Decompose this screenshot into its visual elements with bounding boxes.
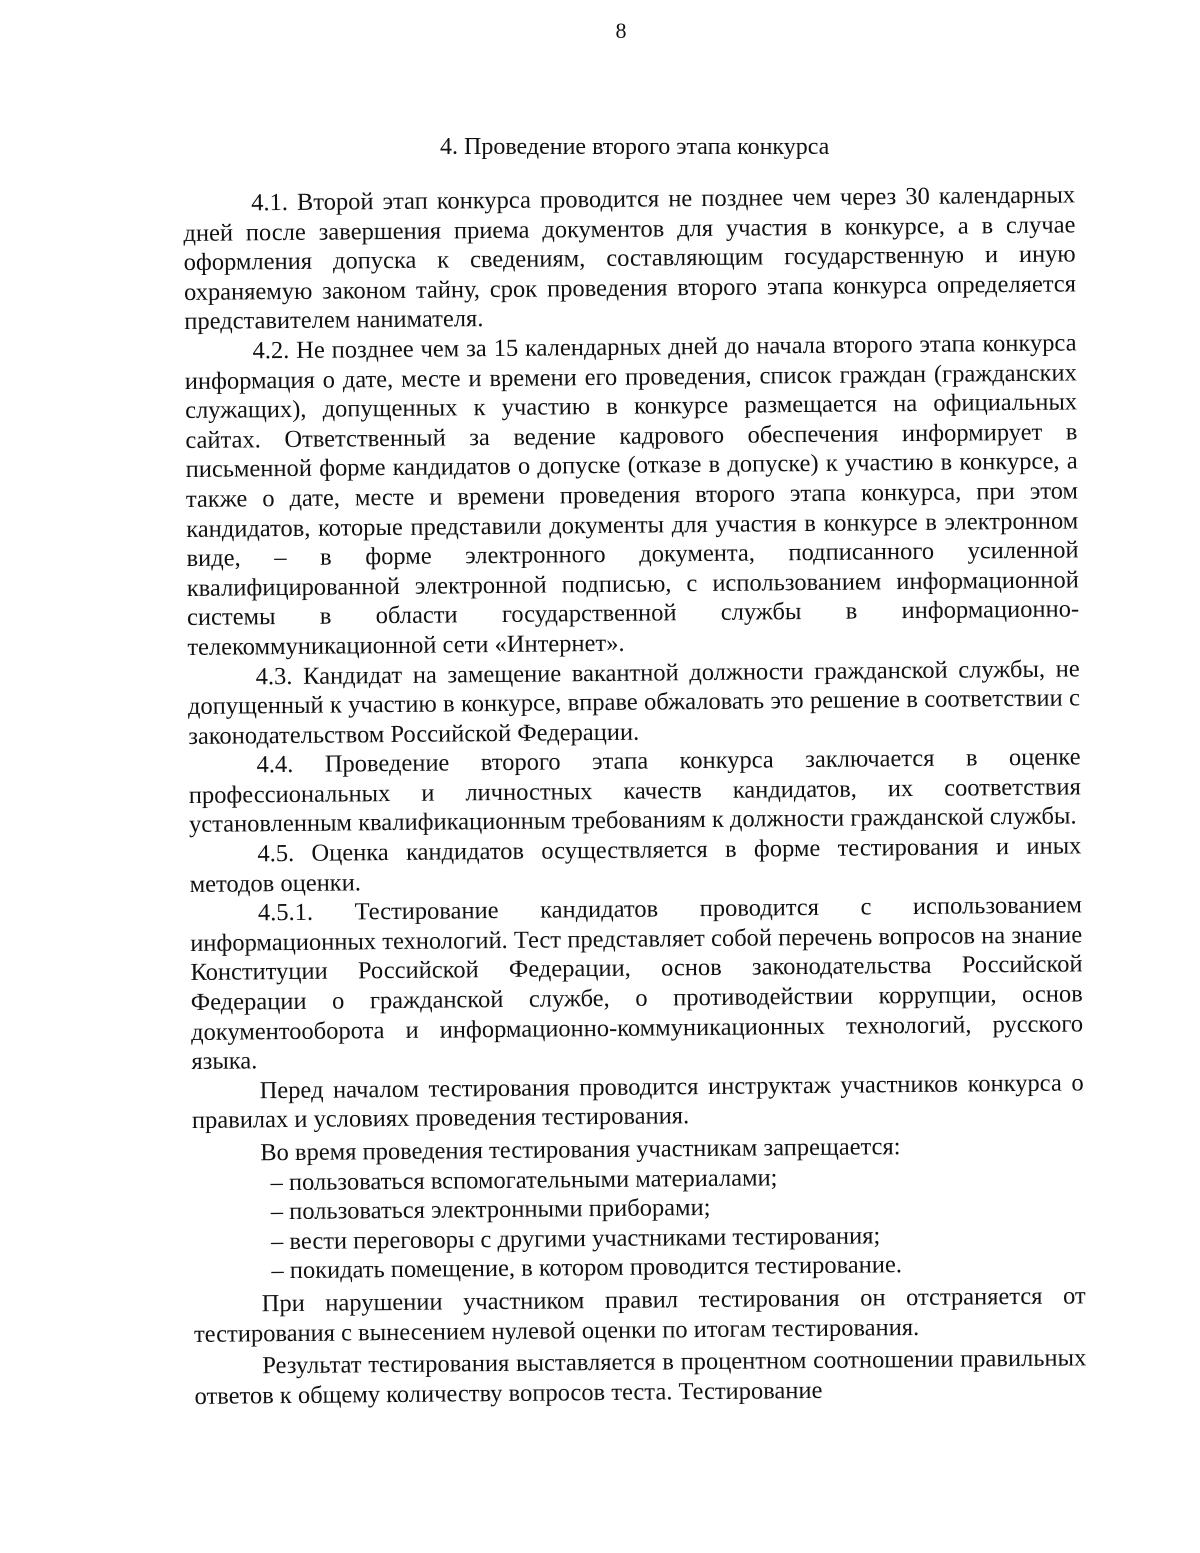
section-heading: 4. Проведение второго этапа конкурса [440,134,830,160]
paragraph-prohibited-intro: Во время проведения тестирования участникам запрещается: [260,1133,901,1167]
list-item: – пользоваться электронными приборами; [270,1194,711,1226]
paragraph-4-4: 4.4. Проведение второго этапа конкурса заключается в оценке профессиональных и личностных качеств кандидатов, их соответствия установленным квалификационным требованиям к должности гражданской службы. [188,743,1081,839]
paragraph-4-5: 4.5. Оценка кандидатов осуществляется в форме тестирования и иных методов оценки. [189,832,1082,898]
paragraph-4-5-1: 4.5.1. Тестирование кандидатов проводится с использованием информационных технологий. Тест представляет собой перечень вопросов на знание Конституции Российской Федерации, основ законодательства Российской Федерации о гражданской службе, о противодействии коррупции, основ документооборота и информационно-коммуникационных технологий, русского языка. [190,891,1084,1076]
section-body [183,180,1087,1411]
list-item: – пользоваться вспомогательными материалами; [270,1163,778,1196]
page-number: 8 [615,18,627,43]
paragraph-violation: При нарушении участником правил тестирования он отстраняется от тестирования с вынесением нулевой оценки по итогам тестирования. [193,1282,1086,1348]
list-item: – покидать помещение, в котором проводится тестирование. [271,1251,903,1285]
paragraph-instruction: Перед началом тестирования проводится инструктаж участников конкурса о правилах и условиях проведения тестирования. [191,1069,1084,1135]
paragraph-4-1: 4.1. Второй этап конкурса проводится не позднее чем через 30 календарных дней после завершения приема документов для участия в конкурсе, а в случае оформления допуска к сведениям, составляющим государственную и иную охраняемую законом тайну, срок проведения второго этапа конкурса определяется представителем нанимателя. [183,181,1077,336]
paragraph-4-3: 4.3. Кандидат на замещение вакантной должности гражданской службы, не допущенный к участию в конкурсе, вправе обжаловать это решение в соответствии с законодательством Российской Федерации. [187,654,1081,750]
paragraph-result: Результат тестирования выставляется в процентном соотношении правильных ответов к общему количеству вопросов теста. Тестирование [194,1344,1087,1410]
list-item: – вести переговоры с другими участниками тестирования; [270,1222,881,1255]
paragraph-4-2: 4.2. Не позднее чем за 15 календарных дней до начала второго этапа конкурса информация о дате, месте и времени его проведения, список граждан (гражданских служащих), допущенных к участию в конкурсе размещается на официальных сайтах. Ответственный за ведение кадрового обеспечения информирует в письменной форме кандидатов о допуске (отказе в допуске) к участию в конкурсе, а также о дате, месте и времени проведения второго этапа конкурса, при этом кандидатов, которые представили документы для участия в конкурсе в электронном виде, – в форме электронного документа, подписанного усиленной квалифицированной электронной подписью, с использованием информационной системы в области государственной службы в информационно-телекоммуникационной сети «Интернет». [184,329,1080,661]
